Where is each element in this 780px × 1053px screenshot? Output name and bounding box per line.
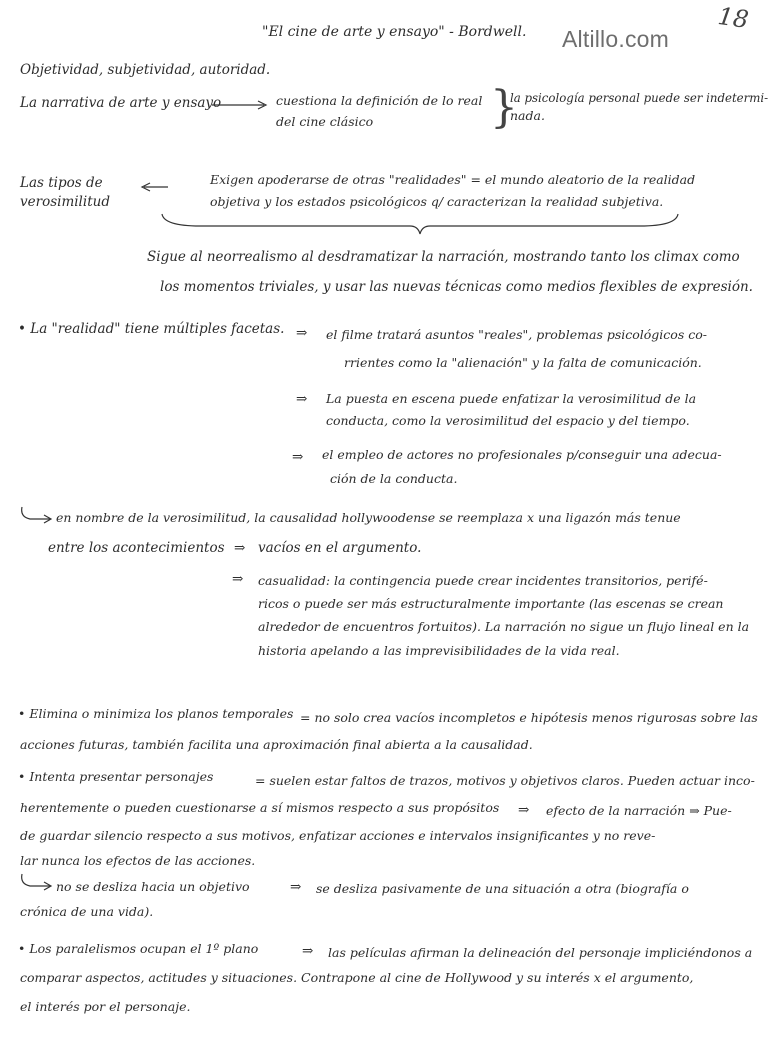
note-line: acciones futuras, también facilita una aproximación final abierta a la causalidad. bbox=[20, 737, 533, 752]
arrow-implies-icon: ⇒ bbox=[296, 325, 308, 341]
note-line: Sigue al neorrealismo al desdramatizar la narración, mostrando tanto los climax como bbox=[147, 249, 740, 265]
page-number: 18 bbox=[716, 2, 751, 34]
note-line: La narrativa de arte y ensayo bbox=[20, 95, 222, 111]
note-line: • Los paralelismos ocupan el 1º plano bbox=[18, 941, 259, 956]
note-line: = suelen estar faltos de trazos, motivos y objetivos claros. Pueden actuar inco- bbox=[255, 773, 755, 788]
note-line: en nombre de la verosimilitud, la causalidad hollywoodense se reemplaza x una ligazón más tenue bbox=[56, 510, 681, 525]
arrow-implies-icon: ⇒ bbox=[290, 879, 302, 895]
arrow-right-icon bbox=[212, 99, 272, 111]
note-line: alrededor de encuentros fortuitos). La narración no sigue un flujo lineal en la bbox=[258, 619, 750, 634]
watermark-logo: Altillo.com bbox=[562, 26, 670, 52]
note-line: verosimilitud bbox=[20, 194, 110, 210]
note-line: herentemente o pueden cuestionarse a sí mismos respecto a sus propósitos bbox=[20, 800, 500, 815]
note-line: • Intenta presentar personajes bbox=[18, 769, 214, 784]
note-heading: Objetividad, subjetividad, autoridad. bbox=[20, 62, 271, 78]
note-line: vacíos en el argumento. bbox=[258, 540, 422, 556]
note-line: del cine clásico bbox=[276, 114, 374, 129]
note-line: no se desliza hacia un objetivo bbox=[56, 879, 250, 894]
arrow-implies-icon: ⇒ bbox=[292, 449, 304, 465]
note-line: casualidad: la contingencia puede crear incidentes transitorios, perifé- bbox=[258, 573, 708, 588]
arrow-implies-icon: ⇒ bbox=[234, 540, 246, 556]
note-line: efecto de la narración ⇒ Pue- bbox=[546, 803, 732, 818]
note-line: Las tipos de bbox=[20, 175, 103, 191]
note-line: conducta, como la verosimilitud del espacio y del tiempo. bbox=[326, 413, 690, 428]
page-title: "El cine de arte y ensayo" - Bordwell. bbox=[262, 24, 527, 40]
note-line: historia apelando a las imprevisibilidades de la vida real. bbox=[258, 643, 620, 658]
note-line: La puesta en escena puede enfatizar la verosimilitud de la bbox=[326, 391, 697, 406]
note-line: el filme tratará asuntos "reales", problemas psicológicos co- bbox=[326, 327, 707, 342]
note-line: el interés por el personaje. bbox=[20, 999, 191, 1014]
arrow-left-icon bbox=[140, 181, 170, 193]
note-line: cuestiona la definición de lo real bbox=[276, 93, 483, 108]
note-line: crónica de una vida). bbox=[20, 904, 154, 919]
note-line: entre los acontecimientos bbox=[48, 540, 225, 556]
arrow-implies-icon: ⇒ bbox=[296, 391, 308, 407]
note-line: ricos o puede ser más estructuralmente importante (las escenas se crean bbox=[258, 596, 724, 611]
arrow-implies-icon: ⇒ bbox=[232, 571, 244, 587]
note-line: nada. bbox=[510, 108, 545, 123]
note-line: = no solo crea vacíos incompletos e hipótesis menos rigurosas sobre las bbox=[300, 710, 758, 725]
underbrace-icon bbox=[160, 212, 680, 236]
hook-arrow-icon bbox=[18, 505, 54, 527]
note-line: el empleo de actores no profesionales p/conseguir una adecua- bbox=[322, 447, 722, 462]
note-line: • Elimina o minimiza los planos temporales bbox=[18, 706, 294, 721]
note-line: • La "realidad" tiene múltiples facetas. bbox=[18, 321, 285, 337]
note-line: objetiva y los estados psicológicos q/ caracterizan la realidad subjetiva. bbox=[210, 194, 664, 209]
note-line: de guardar silencio respecto a sus motivos, enfatizar acciones e intervalos insignificantes y no reve- bbox=[20, 828, 656, 843]
note-line: Exigen apoderarse de otras "realidades" = el mundo aleatorio de la realidad bbox=[210, 172, 696, 187]
arrow-implies-icon: ⇒ bbox=[518, 802, 530, 818]
note-line: comparar aspectos, actitudes y situaciones. Contrapone al cine de Hollywood y su interés x el argumento, bbox=[20, 970, 694, 985]
note-line: rrientes como la "alienación" y la falta de comunicación. bbox=[344, 355, 702, 370]
note-line: los momentos triviales, y usar las nuevas técnicas como medios flexibles de expresión. bbox=[160, 279, 753, 295]
note-line: las películas afirman la delineación del personaje impliciéndonos a bbox=[328, 945, 753, 960]
hook-arrow-icon bbox=[18, 872, 54, 894]
note-line: se desliza pasivamente de una situación a otra (biografía o bbox=[316, 881, 689, 896]
right-brace-icon: } bbox=[490, 82, 518, 133]
note-line: ción de la conducta. bbox=[330, 471, 458, 486]
note-line: la psicología personal puede ser indetermi- bbox=[510, 91, 769, 105]
note-line: lar nunca los efectos de las acciones. bbox=[20, 853, 256, 868]
arrow-implies-icon: ⇒ bbox=[302, 943, 314, 959]
